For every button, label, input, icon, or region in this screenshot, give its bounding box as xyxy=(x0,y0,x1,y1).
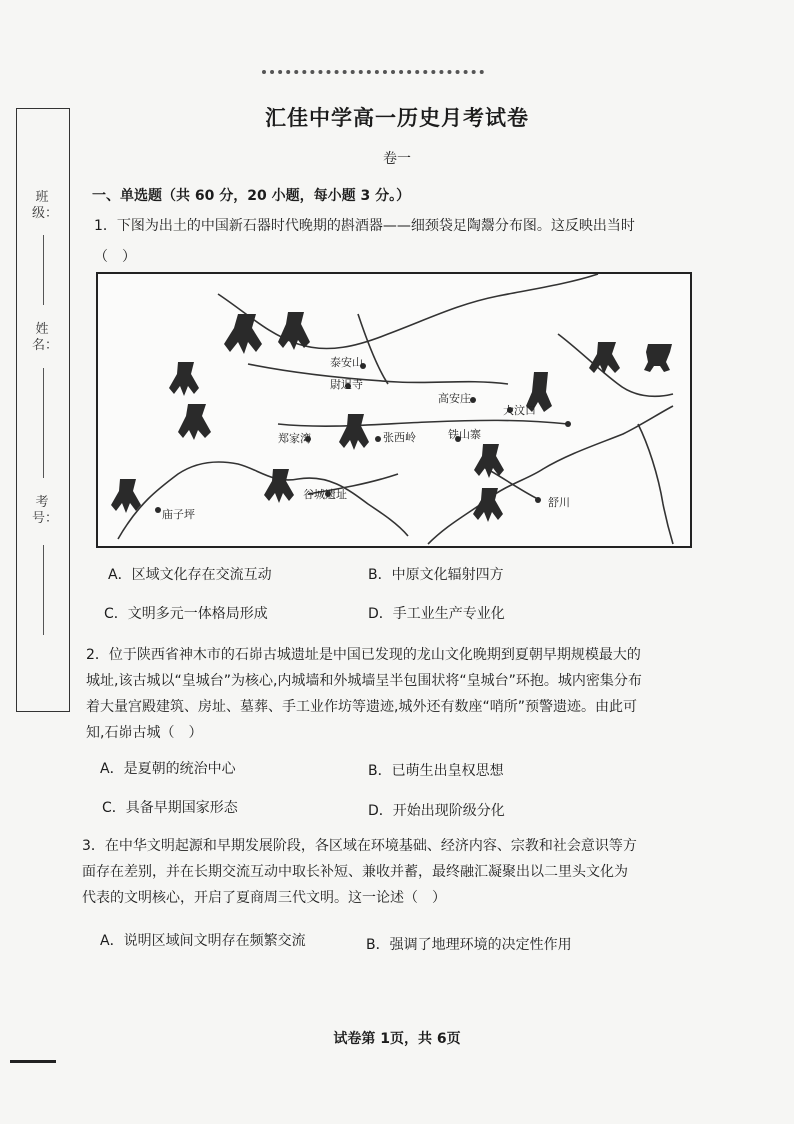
map-site-label: 庙子坪 xyxy=(162,508,195,521)
q3-stem-line: 3．在中华文明起源和早期发展阶段，各区域在环境基础、经济内容、宗教和社会意识等方 xyxy=(82,838,637,854)
q2-option-d[interactable]: D．开始出现阶级分化 xyxy=(368,803,505,819)
q1-option-b[interactable]: B．中原文化辐射四方 xyxy=(368,567,504,583)
pottery-distribution-map xyxy=(96,272,692,548)
page-number: 试卷第 1页，共 6页 xyxy=(333,1031,461,1047)
map-site-label: 张西岭 xyxy=(383,431,416,444)
top-dotted-rule xyxy=(262,70,484,74)
q3-stem-line: 面存在差别，并在长期交流互动中取长补短、兼收并蓄，最终融汇凝聚出以二里头文化为 xyxy=(82,864,628,880)
exam-number-field-line xyxy=(43,545,44,635)
map-site-label: 高安庄 xyxy=(438,392,471,405)
q1-option-c[interactable]: C．文明多元一体格局形成 xyxy=(104,606,268,622)
q3-option-b[interactable]: B．强调了地理环境的决定性作用 xyxy=(366,937,572,953)
name-field-line xyxy=(43,368,44,478)
exam-number-label: 考号： xyxy=(32,495,59,526)
map-site-label: 郑家湾 xyxy=(278,432,311,445)
q2-stem-line: 2．位于陕西省神木市的石峁古城遗址是中国已发现的龙山文化晚期到夏朝早期规模最大的 xyxy=(86,647,641,663)
q1-option-d[interactable]: D．手工业生产专业化 xyxy=(368,606,505,622)
map-site-label: 大汶口 xyxy=(503,404,536,417)
paper-volume: 卷一 xyxy=(383,151,411,167)
map-site-label: 谷城遗址 xyxy=(303,488,347,501)
exam-title: 汇佳中学高一历史月考试卷 xyxy=(265,106,529,130)
q2-option-b[interactable]: B．已萌生出皇权思想 xyxy=(368,763,504,779)
q2-stem-line: 知,石峁古城（ ） xyxy=(86,725,203,741)
q2-stem-line: 城址,该古城以“皇城台”为核心,内城墙和外城墙呈半包围状将“皇城台”环抱。城内密集分布 xyxy=(86,673,642,689)
q2-stem-line: 着大量宫殿建筑、房址、墓葬、手工业作坊等遗迹,城外还有数座“哨所”预警遗迹。由此可 xyxy=(86,699,637,715)
map-site-label: 尉迟寺 xyxy=(330,378,363,391)
q1-option-a[interactable]: A．区域文化存在交流互动 xyxy=(108,567,272,583)
q3-option-a[interactable]: A．说明区域间文明存在频繁交流 xyxy=(100,933,306,949)
class-field-line xyxy=(43,235,44,305)
q2-option-a[interactable]: A．是夏朝的统治中心 xyxy=(100,761,236,777)
section-heading: 一、单选题（共 60 分，20 小题，每小题 3 分。） xyxy=(92,188,411,204)
map-site-label: 铁山寨 xyxy=(448,428,481,441)
q2-option-c[interactable]: C．具备早期国家形态 xyxy=(102,800,238,816)
scan-edge-mark xyxy=(10,1060,56,1063)
q1-answer-paren: （ ） xyxy=(94,249,136,265)
map-site-label: 泰安山 xyxy=(330,356,363,369)
class-label: 班级： xyxy=(32,190,59,221)
q1-stem: 1．下图为出土的中国新石器时代晚期的斟酒器——细颈袋足陶鬶分布图。这反映出当时 xyxy=(94,218,635,234)
name-label: 姓名： xyxy=(32,322,59,353)
q3-stem-line: 代表的文明核心，开启了夏商周三代文明。这一论述（ ） xyxy=(82,890,446,906)
map-site-label: 舒川 xyxy=(548,496,570,509)
